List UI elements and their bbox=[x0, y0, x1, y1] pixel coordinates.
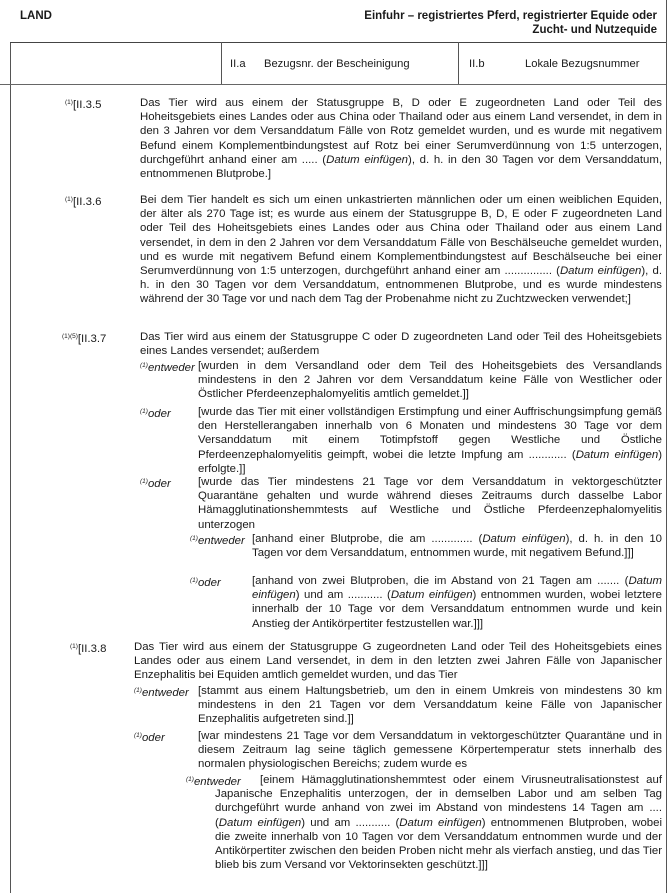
reference-number-label: Bezugsnr. der Bescheinigung bbox=[264, 58, 410, 70]
date-placeholder: Datum einfügen bbox=[390, 589, 473, 602]
section-number: [II.3.6 bbox=[72, 196, 102, 208]
footnote-marker: (1) bbox=[65, 196, 73, 203]
header-cell-divider bbox=[221, 42, 222, 84]
text-run: ), d. h. in den 10 Tagen vor dem Versanddatum, entnommen wurde, mit negativem Befund.]]] bbox=[252, 533, 662, 560]
option-label-entweder bbox=[134, 684, 189, 700]
section-number: [II.3.7 bbox=[77, 333, 107, 345]
reference-number-code: II.a bbox=[230, 58, 246, 70]
section-ref-II-3-6 bbox=[65, 193, 101, 209]
text-run: ) entnommen wurden, wobei letztere innerhalb der 10 Tage vor dem Versanddatum entnommen wurde und kein Anstieg der Antikörpertiter festzustellen war.]]] bbox=[252, 589, 662, 630]
text-run: Das Tier wird aus einem der Statusgruppe B, D oder E zugeordneten Land oder Teil des Hoheitsgebiets eines Landes oder aus China oder Thailand oder aus einem Land versendet, in dem in den 3 Jahren vor dem Versanddatum Fälle von Rotz gemeldet wurden, und es wurde mit negativem Befund einem Komplementbindungstest auf Rotz bei einer Serumverdünnung von 1:5 unterzogen, durchgeführt anhand einer am ..... ( bbox=[140, 97, 662, 166]
footnote-marker: (1) bbox=[134, 687, 142, 694]
section-intro-II-3-8: Das Tier wird aus einem der Statusgruppe G zugeordneten Land oder Teil des Hoheitsgebiets eines Landes oder aus einem Land versendet, in dem in den letzten zwei Jahren Fälle von Japanischer Enzephalitis bei Equiden amtlich gemeldet wurden, und das Tier bbox=[134, 641, 662, 682]
date-placeholder: Datum einfügen bbox=[252, 575, 662, 602]
option-label-text: oder bbox=[197, 577, 221, 589]
certificate-title bbox=[237, 9, 657, 37]
date-placeholder: Datum einfügen bbox=[399, 816, 482, 829]
suboption-label-oder bbox=[190, 574, 221, 590]
footnote-marker: (1)(5) bbox=[62, 333, 78, 340]
option-label-text: oder bbox=[147, 408, 171, 420]
section-intro-II-3-7: Das Tier wird aus einem der Statusgruppe C oder D zugeordneten Land oder Teil des Hoheitsgebiets eines Landes versendet; außerdem bbox=[140, 331, 662, 358]
text-run: ) erfolgte.]] bbox=[198, 448, 663, 475]
footnote-marker: (1) bbox=[140, 408, 148, 415]
section-text-II-3-5 bbox=[140, 96, 662, 181]
date-placeholder: Datum einfügen bbox=[218, 816, 302, 829]
country-label: LAND bbox=[20, 10, 52, 22]
header-table-top-border bbox=[10, 42, 666, 43]
section-ref-II-3-5 bbox=[65, 96, 101, 112]
footnote-marker: (1) bbox=[134, 732, 142, 739]
option-text-II-3-8-b bbox=[198, 729, 662, 772]
option-label-entweder bbox=[140, 359, 195, 375]
date-placeholder: Datum einfügen bbox=[559, 265, 642, 278]
footnote-marker: (1) bbox=[140, 478, 148, 485]
date-placeholder: Datum einfügen bbox=[575, 448, 659, 461]
text-run: ), d. h. in den 30 Tagen vor dem Versanddatum, entnommenen Blutprobe.] bbox=[140, 153, 662, 181]
section-number: [II.3.8 bbox=[77, 643, 107, 655]
option-label-text: entweder bbox=[197, 535, 245, 547]
local-reference-code: II.b bbox=[469, 58, 485, 70]
option-text-II-3-8-a bbox=[198, 684, 662, 727]
option-label-text: oder bbox=[141, 732, 165, 744]
text-run: [wurden in dem Versandland oder dem Teil des Hoheitsgebiets des Versandlands mindestens in den 2 Jahren vor dem Versanddatum keine Fälle von Westlicher oder Östlicher Pferdeenzephalomyelitis amtlich gemeldet.]] bbox=[198, 360, 662, 401]
text-run: ) entnommenen Blutproben, wobei die zweite innerhalb von 10 Tagen vor dem Versanddatum entnommen wurde und der Antikörpertiter zwischen den beiden Proben nicht mehr als vierfach anstieg, und das Tier blieb bis zum Versand vor Vektorinsekten geschützt.]]] bbox=[215, 816, 663, 872]
certificate-title-line1: Einfuhr – registriertes Pferd, registrierter Equide oder bbox=[364, 10, 657, 22]
date-placeholder: Datum einfügen bbox=[482, 533, 566, 545]
option-label-oder bbox=[134, 729, 165, 745]
footnote-marker: (1) bbox=[190, 535, 198, 542]
suboption-label-entweder bbox=[190, 532, 245, 548]
suboption-text-II-3-7-c-1 bbox=[252, 532, 662, 560]
option-text-II-3-7-a bbox=[198, 359, 662, 402]
text-run: [anhand einer Blutprobe, die am ............. ( bbox=[252, 533, 483, 545]
section-ref-II-3-8 bbox=[70, 640, 106, 656]
footnote-marker: (1) bbox=[186, 776, 194, 783]
text-run: Bei dem Tier handelt es sich um einen unkastrierten männlichen oder um einen weiblichen Equiden, der älter als 270 Tage ist; es wurde aus einem der Statusgruppe B, D, E oder F zugeordneten Land oder Teil des Hoheitsgebiets eines Landes oder aus China oder Thailand oder aus einem Land versendet, in dem in den 2 Jahren vor dem Versanddatum Fälle von Beschälseuche gemeldet wurden, und es wurde mit negativem Befund einem Komplementbindungstest auf Beschälseuche bei einer Serumverdünnung von 1:5 unterzogen, durchgeführt anhand einer am ............... ( bbox=[140, 194, 662, 278]
option-label-oder bbox=[140, 475, 171, 491]
text-run: [einem Hämagglutinationshemmtest oder einem Virusneutralisationstest auf Japanische Enzephalitis unterzogen, der in demselben Labor und am selben Tag durchgeführt wurde anhand von zwei im Abstand von mindestens 14 Tagen am .... ( bbox=[215, 774, 662, 829]
certificate-title-line2: Zucht- und Nutzequide bbox=[532, 24, 657, 36]
section-number: [II.3.5 bbox=[72, 99, 102, 111]
section-ref-II-3-7 bbox=[62, 330, 106, 346]
option-label-text: entweder bbox=[147, 362, 195, 374]
option-label-oder bbox=[140, 405, 171, 421]
date-placeholder: Datum einfügen bbox=[326, 153, 409, 166]
option-label-text: oder bbox=[147, 478, 171, 490]
text-run: ) und am ........... ( bbox=[295, 589, 391, 602]
page-border-left bbox=[10, 42, 11, 893]
section-text-II-3-6 bbox=[140, 193, 662, 307]
local-reference-label: Lokale Bezugsnummer bbox=[525, 58, 640, 70]
suboption-text-II-3-7-c-2 bbox=[252, 574, 662, 631]
header-cell-divider bbox=[458, 42, 459, 84]
text-run: [stammt aus einem Haltungsbetrieb, um den in einem Umkreis von mindestens 30 km mindestens in den 21 Tagen vor dem Versanddatum keine Fälle von Japanischer Enzephalitis aufgetreten sind.]] bbox=[198, 685, 662, 726]
text-run: [wurde das Tier mindestens 21 Tage vor dem Versanddatum in vektorgeschützter Quarantäne gehalten und wurde während dieses Zeitraums durch dasselbe Labor Hämagglutinationshemmtests auf Westliche und Östliche Pferdeenzephalomyelitis unterzogen bbox=[198, 476, 662, 531]
option-text-II-3-7-b bbox=[198, 405, 662, 476]
text-run: [anhand von zwei Blutproben, die im Abstand von 21 Tagen am ....... ( bbox=[252, 575, 629, 587]
option-text-II-3-7-c bbox=[198, 475, 662, 532]
text-run: [wurde das Tier mit einer vollständigen Erstimpfung und einer Auffrischungsimpfung gemäß den Herstellerangaben innerhalb von 6 Monaten und mindestens 30 Tage vor dem Versanddatum mit einem Totimpfstoff gegen Westliche und Östliche Pferdeenzephalomyelitis geimpft, wobei die letzte Impfung am ............ ( bbox=[198, 406, 662, 461]
footnote-marker: (1) bbox=[140, 362, 148, 369]
suboption-text-II-3-8-b-1 bbox=[215, 773, 662, 872]
footnote-marker: (1) bbox=[70, 643, 78, 650]
header-table-bottom-border bbox=[0, 84, 666, 85]
text-run: [war mindestens 21 Tage vor dem Versanddatum in vektorgeschützter Quarantäne und in diesem Zeitraum lag seine täglich gemessene Körpertemperatur stets innerhalb des normalen physiologischen Bereichs; zudem wurde es bbox=[198, 730, 662, 771]
footnote-marker: (1) bbox=[65, 99, 73, 106]
text-run: ) und am ........... ( bbox=[301, 816, 400, 829]
text-run: ), d. h. in den 30 Tagen vor dem Versanddatum, entnommenen Blutprobe, und es wurde mindestens während der 30 Tage vor und nach dem Tag der Probenahme nicht zu Zuchtzwecken verwendet;] bbox=[140, 265, 662, 306]
footnote-marker: (1) bbox=[190, 577, 198, 584]
option-label-text: entweder bbox=[141, 687, 189, 699]
page-border-right bbox=[666, 0, 667, 893]
option-label-text: entweder bbox=[193, 776, 241, 788]
